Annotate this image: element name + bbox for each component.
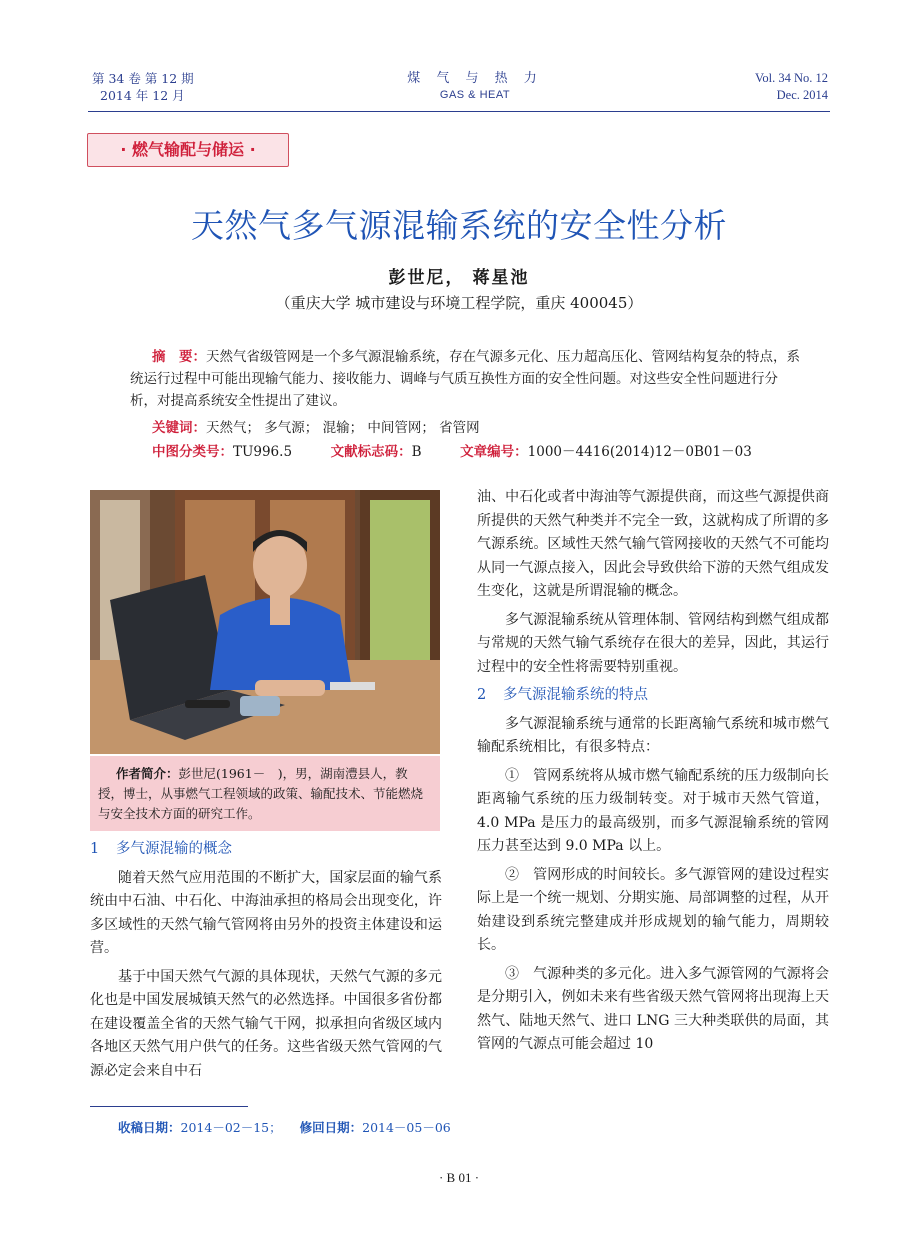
journal-name (360, 70, 590, 104)
revised-label: 修回日期： (299, 1120, 363, 1135)
abstract (130, 346, 800, 412)
list-item: ③ 气源种类的多元化。进入多气源管网的气源将会是分期引入，例如未来有些省级天然气管网将出现海上天然气、陆地天然气、进口 LNG 三大种类联供的局面，其管网的气源点可能会超过 10 (477, 965, 829, 1052)
received-label: 收稿日期： (118, 1120, 181, 1135)
article-no-value: 1000－4416(2014)12－0B01－03 (527, 444, 752, 460)
section-2-title: 多气源混输系统的特点 (503, 687, 648, 703)
header-divider (88, 111, 830, 112)
paragraph: 多气源混输系统从管理体制、管网结构到燃气组成都与常规的天然气输气系统存在很大的差异，因此，其运行过程中的安全性将需要特别重视。 (477, 611, 829, 675)
section-1-title: 多气源混输的概念 (116, 841, 232, 857)
list-item: ① 管网系统将从城市燃气输配系统的压力级制向长距离输气系统的压力级制转变。对于城市天然气管道，4.0 MPa 是压力的最高级别，而多气源混输系统的管网压力甚至达到 9.0 MPa 以上。 (477, 767, 829, 854)
volume-issue-en: Vol. 34 No. 12 (754, 71, 828, 85)
list-item: ② 管网形成的时间较长。多气源管网的建设过程实际上是一个统一规划、分期实施、局部调整的过程，从开始建设到系统完整建成并形成规划的输气能力，周期较长。 (477, 866, 829, 953)
abstract-label: 摘 要： (152, 349, 206, 365)
issue-date: 2014 年 12 月 (100, 88, 185, 103)
section-2-heading (477, 684, 829, 708)
page-number: · B 01 · (438, 1170, 480, 1185)
issue-info-en (755, 70, 828, 104)
keywords-label: 关键词： (152, 420, 206, 436)
author-photo-illustration (90, 490, 440, 754)
author-photo (90, 490, 440, 754)
journal-name-cn: 煤 气 与 热 力 (407, 71, 543, 86)
journal-name-en: GAS & HEAT (439, 89, 511, 101)
abstract-text: 天然气省级管网是一个多气源混输系统，存在气源多元化、压力超高压化、管网结构复杂的特点，系统运行过程中可能出现输气能力、接收能力、调峰与气质互换性方面的安全性问题。对这些安全性问题进行分析，对提高系统安全性提出了建议。 (130, 349, 800, 409)
keywords (152, 418, 480, 438)
classification-line (152, 442, 752, 462)
paragraph: 多气源混输系统与通常的长距离输气系统和城市燃气输配系统相比，有很多特点： (477, 715, 829, 755)
bio-text: 彭世尼(1961－ )，男，湖南澧县人，教授，博士，从事燃气工程领域的政策、输配技术、节能燃烧与安全技术方面的研究工作。 (98, 766, 424, 821)
paragraph: 油、中石化或者中海油等气源提供商，而这些气源提供商所提供的天然气种类并不完全一致，这就构成了所谓的多气源系统。区域性天然气输气管网接收的天然气不可能均从同一气源点接入，因此会导致供给下游的天然气组成发生变化，这就是所谓混输的概念。 (477, 489, 829, 599)
volume-issue: 第 34 卷 第 12 期 (92, 71, 194, 86)
section-2-number: 2 (477, 687, 487, 703)
doc-code-value: B (411, 444, 422, 460)
bio-label: 作者简介： (116, 766, 179, 781)
received-date: 2014－02－15； (180, 1120, 282, 1135)
section-1-heading (90, 838, 442, 862)
received-dates (118, 1118, 451, 1136)
clc-value: TU996.5 (233, 444, 293, 460)
clc-label: 中图分类号： (152, 444, 233, 460)
keywords-text: 天然气； 多气源； 混输； 中间管网； 省管网 (206, 420, 480, 436)
article-title: 天然气多气源混输系统的安全性分析 (191, 206, 727, 245)
right-column (477, 486, 829, 1062)
doc-code-label: 文献标志码： (330, 444, 412, 460)
author-bio (90, 756, 440, 831)
article-no-label: 文章编号： (460, 444, 528, 460)
left-column (90, 838, 442, 1088)
paragraph: 基于中国天然气气源的具体现状，天然气气源的多元化也是中国发展城镇天然气的必然选择。中国很多省份都在建设覆盖全省的天然气输气干网，拟承担向省级区域内各地区天然气用户供气的任务。这些省级天然气管网的气源必定会来自中石 (90, 968, 442, 1079)
section-1-number: 1 (90, 841, 100, 857)
issue-date-en: Dec. 2014 (776, 88, 828, 102)
revised-date: 2014－05－06 (362, 1120, 451, 1135)
authors: 彭世尼， 蒋星池 (388, 268, 530, 288)
issue-info (92, 70, 194, 104)
paragraph: 随着天然气应用范围的不断扩大，国家层面的输气系统由中石油、中石化、中海油承担的格局会出现变化，许多区域性的天然气输气管网将由另外的投资主体建设和运营。 (90, 869, 442, 956)
footnote-divider (90, 1106, 248, 1107)
section-tag: · 燃气输配与储运 · (87, 133, 289, 167)
affiliation: （重庆大学 城市建设与环境工程学院，重庆 400045） (275, 294, 643, 312)
